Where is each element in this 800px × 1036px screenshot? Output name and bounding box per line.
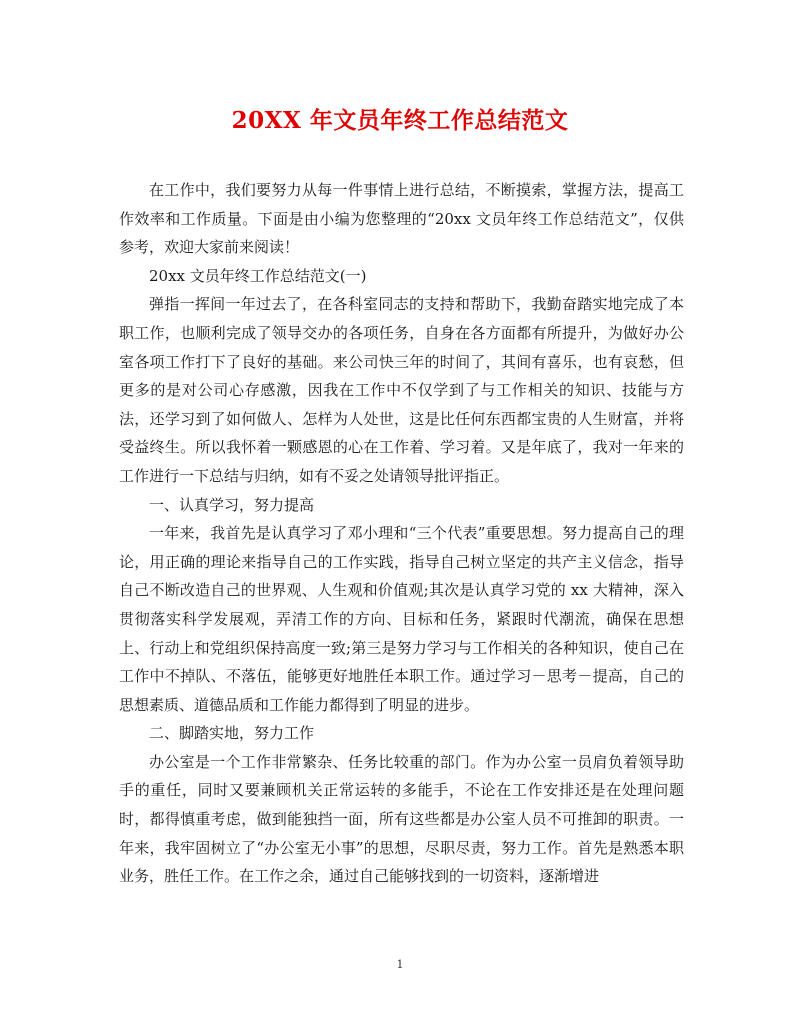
paragraph-2: 一年来，我首先是认真学习了邓小理和“三个代表”重要思想。努力提高自己的理论，用正确的理论来指导自己的工作实践，指导自己树立坚定的共产主义信念，指导自己不断改造自己的世界观、人生观和价值观;其次是认真学习党的 xx 大精神，深入贯彻落实科学发展观，弄清工作的方向、目标和任务，紧跟时代潮流，确保在思想上、行动上和党组织保持高度一致;第三是努力学习与工作相关的各种知识，使自己在工作中不掉队、不落伍，能够更好地胜任本职工作。通过学习－思考－提高，自己的思想素质、道德品质和工作能力都得到了明显的进步。 xyxy=(119,524,684,714)
section-title: 20xx 文员年终工作总结范文(一) xyxy=(149,266,367,285)
heading-work: 二、脚踏实地，努力工作 xyxy=(149,724,315,743)
document-title: 20XX 年文员年终工作总结范文 xyxy=(231,107,569,134)
intro-paragraph: 在工作中，我们要努力从每一件事情上进行总结，不断摸索，掌握方法，提高工作效率和工作质量。下面是由小编为您整理的“20xx 文员年终工作总结范文”，仅供参考，欢迎大家前来阅读！ xyxy=(119,181,684,257)
paragraph-3: 办公室是一个工作非常繁杂、任务比较重的部门。作为办公室一员肩负着领导助手的重任，同时又要兼顾机关正常运转的多能手，不论在工作安排还是在处理问题时，都得慎重考虑，做到能独挡一面，所有这些都是办公室人员不可推卸的职责。一年来，我牢固树立了“办公室无小事”的思想，尽职尽责，努力工作。首先是熟悉本职业务，胜任工作。在工作之余，通过自己能够找到的一切资料，逐渐增进 xyxy=(119,752,684,886)
paragraph-1: 弹指一挥间一年过去了，在各科室同志的支持和帮助下，我勤奋踏实地完成了本职工作，也顺利完成了领导交办的各项任务，自身在各方面都有所提升，为做好办公室各项工作打下了良好的基础。来公司快三年的时间了，其间有喜乐，也有哀愁，但更多的是对公司心存感激，因我在工作中不仅学到了与工作相关的知识、技能与方法，还学习到了如何做人、怎样为人处世，这是比任何东西都宝贵的人生财富，并将受益终生。所以我怀着一颗感恩的心在工作着、学习着。又是年底了，我对一年来的工作进行一下总结与归纳，如有不妥之处请领导批评指正。 xyxy=(119,295,684,485)
heading-study: 一、认真学习，努力提高 xyxy=(149,495,315,514)
document-body xyxy=(119,176,684,891)
page-number: 1 xyxy=(396,958,404,971)
